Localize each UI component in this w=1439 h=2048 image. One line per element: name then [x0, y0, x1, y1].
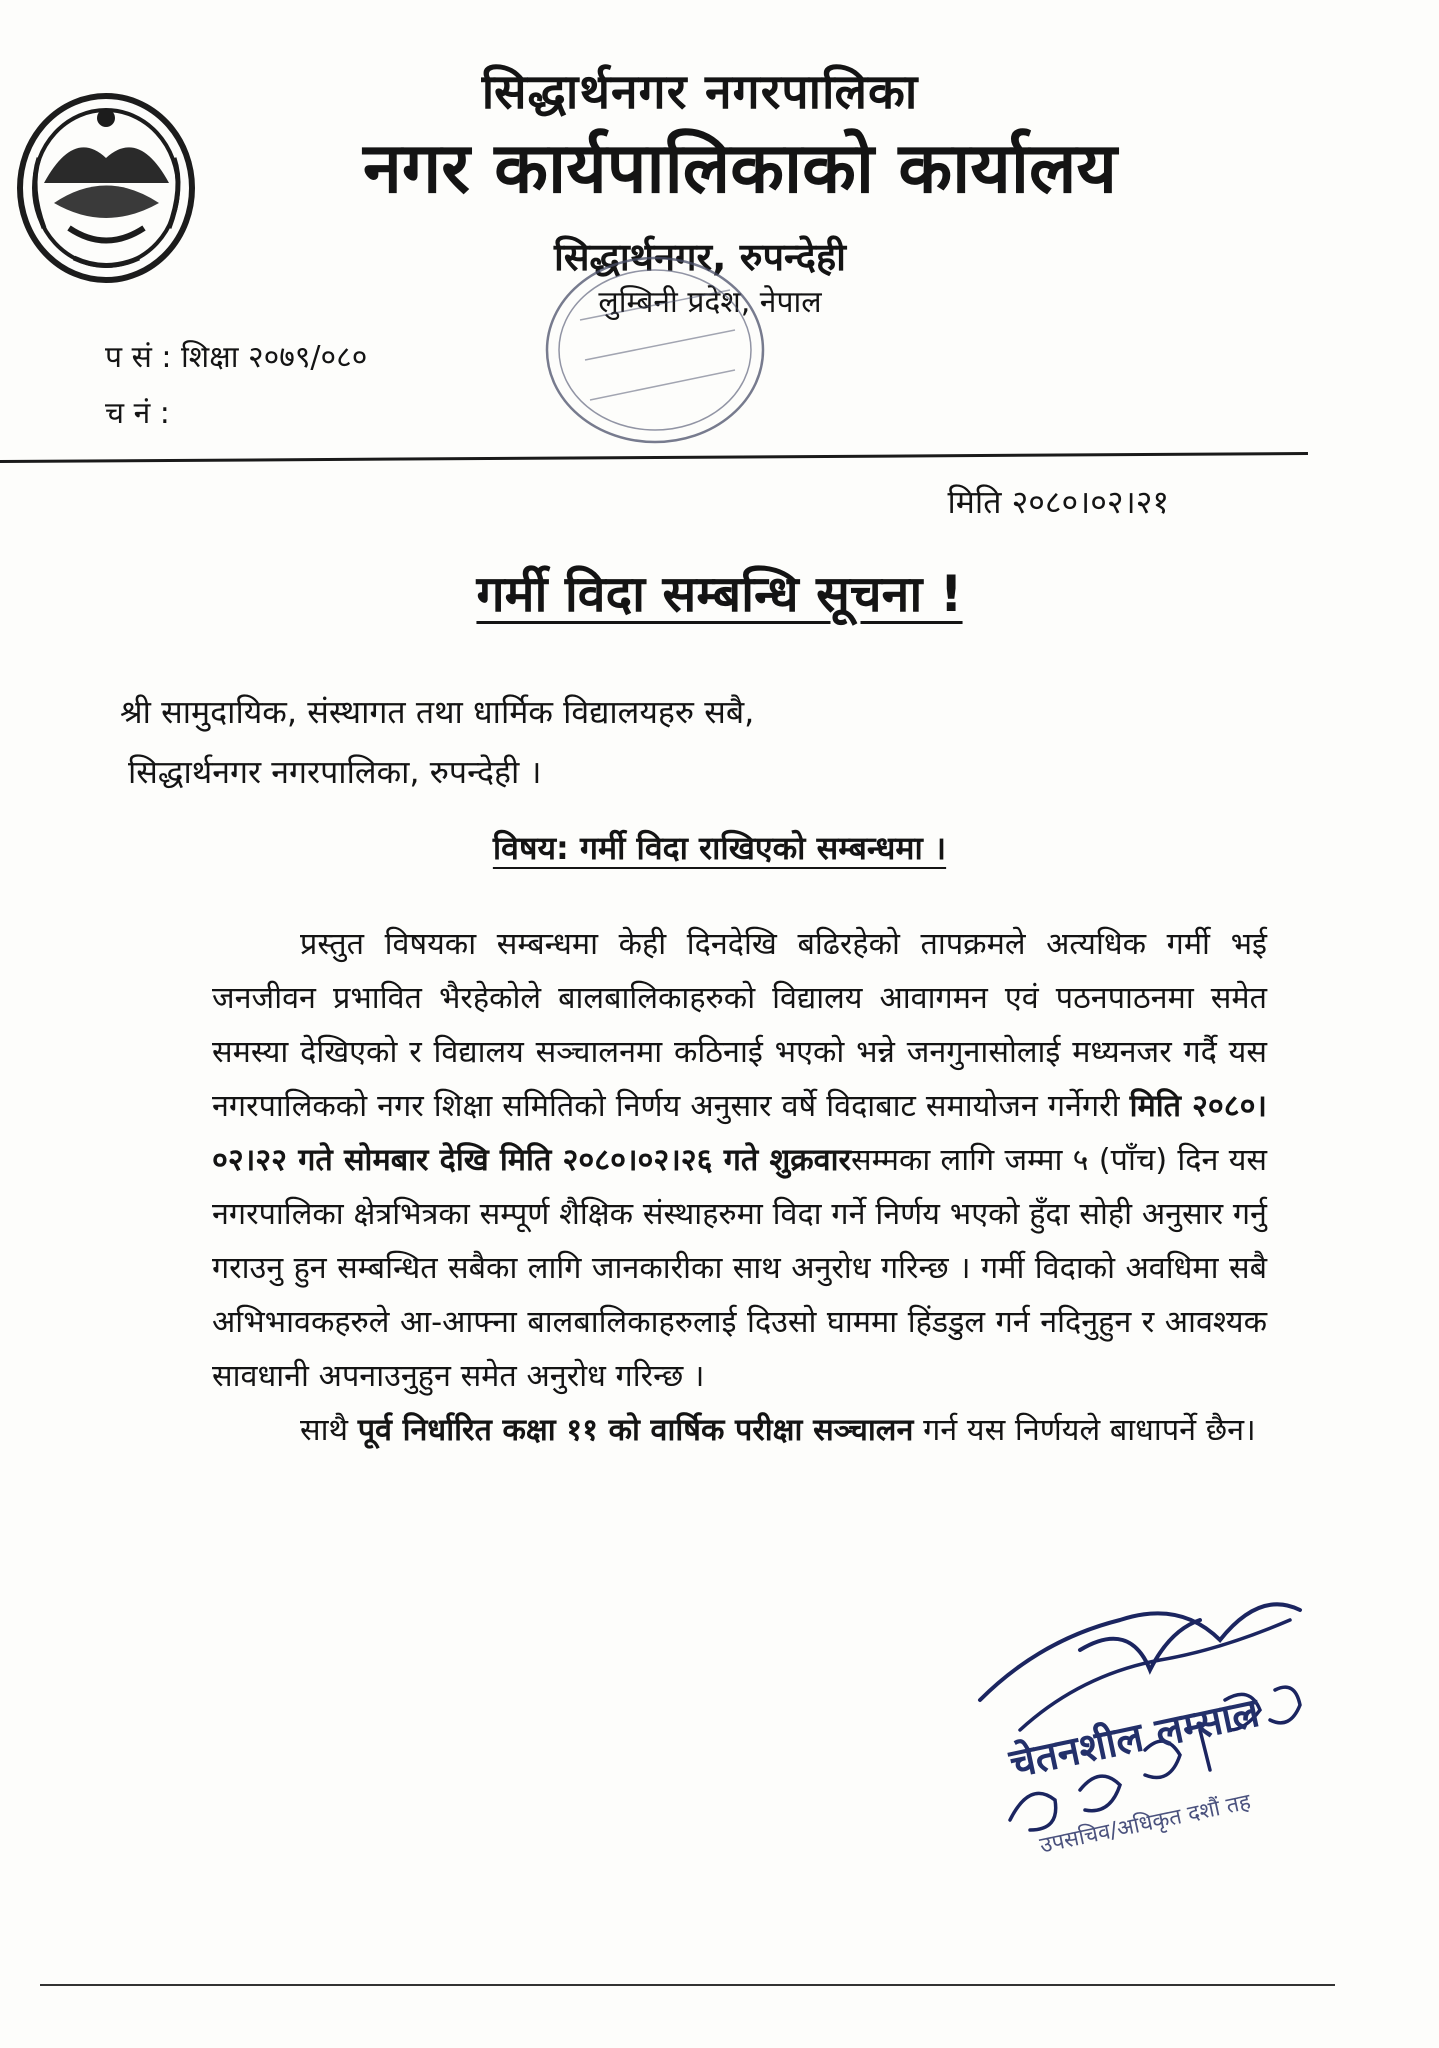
- reference-block: [105, 330, 367, 442]
- subject-text: विषय: गर्मी विदा राखिएको सम्बन्धमा ।: [492, 829, 947, 867]
- footer-divider: [40, 1984, 1335, 1986]
- reference-number: प सं : शिक्षा २०७९/०८०: [105, 340, 368, 375]
- notice-date: मिति २०८०।०२।२१: [947, 483, 1169, 521]
- addressee-line2: सिद्धार्थनगर नगरपालिका, रुपन्देही ।: [128, 753, 542, 791]
- body-p1-bold-dates: मिति २०८०।०२।२२ गते सोमबार देखि मिति २०८०।०२।२६ गते शुक्रवार: [212, 1089, 1267, 1178]
- notice-title: [0, 558, 1439, 626]
- body-p1-text-a: प्रस्तुत विषयका सम्बन्धमा केही दिनदेखि बढिरहेको तापक्रमले अत्यधिक गर्मी भई जनजीवन प्रभावित भैरहेकोले बालबालिकाहरुको विद्यालय आवागमन एवं पठनपाठनमा समेत समस्या देखिएको र विद्यालय सञ्चालनमा कठिनाई भएको भन्ने जनगुनासोलाई मध्यनजर गर्दै यस नगरपालिकको नगर शिक्षा समितिको निर्णय अनुसार वर्षे विदाबाट समायोजन गर्नेगरी: [212, 927, 1267, 1124]
- nepal-emblem-logo: [14, 88, 199, 288]
- office-address-line2: लुम्बिनी प्रदेश, नेपाल: [598, 285, 822, 320]
- body-p2-text-b: गर्न यस निर्णयले बाधापर्ने छैन।: [913, 1413, 1256, 1448]
- dispatch-number: च नं :: [105, 396, 170, 431]
- notice-title-text: गर्मी विदा सम्बन्धि सूचना !: [476, 565, 963, 623]
- signatory-name: चेतनशील लम्साल: [1005, 1689, 1264, 1788]
- body-p2-bold-exam: पूर्व निर्धारित कक्षा ११ को वार्षिक परीक्षा सञ्चालन: [357, 1413, 914, 1448]
- office-stamp: [540, 250, 770, 450]
- body-paragraph-2: [212, 1404, 1267, 1458]
- header-divider: [0, 452, 1308, 463]
- office-address-line1: सिद्धार्थनगर, रुपन्देही: [554, 235, 846, 279]
- office-name: नगर कार्यपालिकाको कार्यालय: [362, 127, 1118, 209]
- notice-body: [212, 918, 1267, 1458]
- subject-line: [0, 826, 1439, 869]
- municipality-name: सिद्धार्थनगर नगरपालिका: [481, 64, 919, 120]
- body-p2-text-a: साथै: [300, 1413, 358, 1448]
- body-paragraph-1: [212, 918, 1267, 1404]
- addressee: [120, 682, 754, 802]
- signatory-designation: उपसचिव/अधिकृत दशौं तह: [1037, 1789, 1253, 1859]
- body-p1-text-b: सम्मका लागि जम्मा ५ (पाँच) दिन यस नगरपालिका क्षेत्रभित्रका सम्पूर्ण शैक्षिक संस्थाहरुमा विदा गर्ने निर्णय भएको हुँदा सोही अनुसार गर्नु गराउनु हुन सम्बन्धित सबैका लागि जानकारीका साथ अनुरोध गरिन्छ । गर्मी विदाको अवधिमा सबै अभिभावकहरुले आ-आफ्ना बालबालिकाहरुलाई दिउसो घाममा हिंडडुल गर्न नदिनुहुन र आवश्यक सावधानी अपनाउनुहुन समेत अनुरोध गरिन्छ ।: [212, 1143, 1267, 1394]
- addressee-line1: श्री सामुदायिक, संस्थागत तथा धार्मिक विद्यालयहरु सबै,: [120, 693, 755, 731]
